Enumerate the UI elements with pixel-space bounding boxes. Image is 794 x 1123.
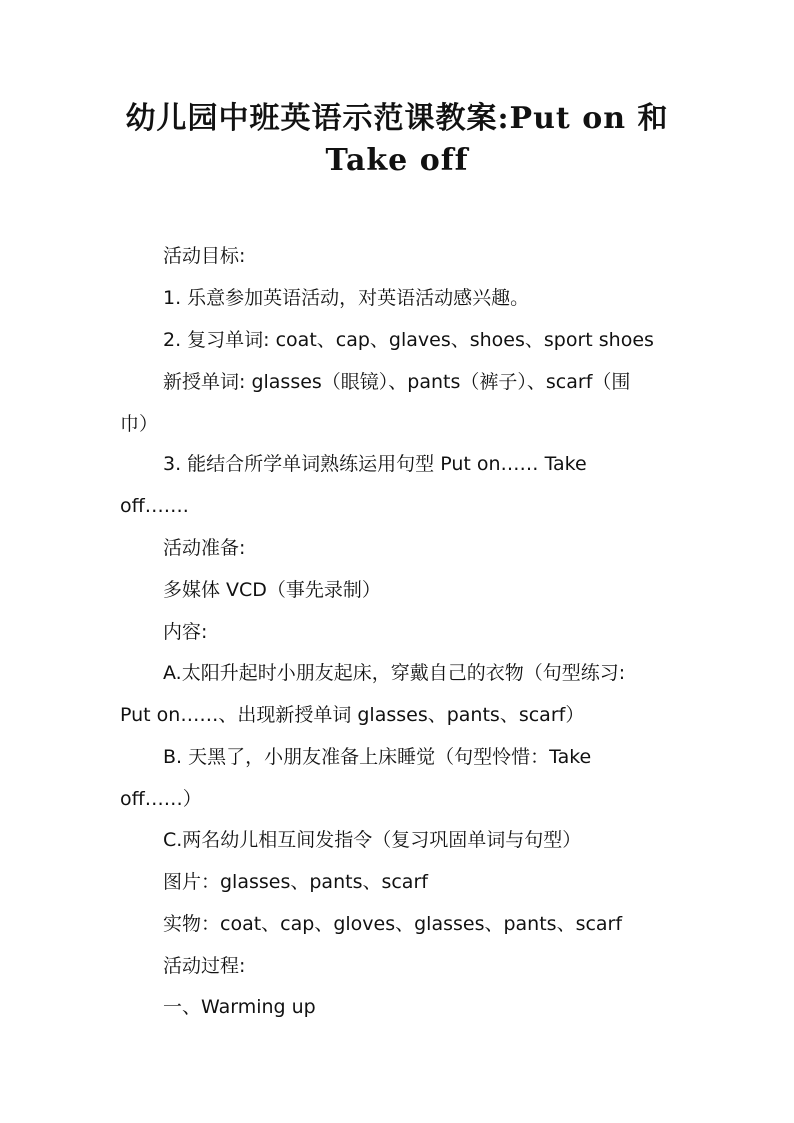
objective-item-3: 3. 能结合所学单词熟练运用句型 Put on…… Take (163, 453, 587, 475)
process-step-1: 一、Warming up (163, 996, 316, 1018)
section-heading-content: 内容: (163, 621, 208, 643)
new-words-line: 新授单词: glasses（眼镜）、pants（裤子）、scarf（围 (163, 371, 631, 393)
new-words-line-continued: 巾） (120, 413, 159, 435)
content-item-a-continued: Put on……、出现新授单词 glasses、pants、scarf） (120, 704, 585, 726)
content-item-b-continued: off……） (120, 788, 202, 810)
content-item-c: C.两名幼儿相互间发指令（复习巩固单词与句型） (163, 829, 582, 851)
objects-line: 实物：coat、cap、gloves、glasses、pants、scarf (163, 913, 623, 935)
objective-item-3-continued: off……. (120, 495, 189, 517)
content-item-b: B. 天黑了，小朋友准备上床睡觉（句型怜惜：Take (163, 746, 592, 768)
section-heading-objectives: 活动目标: (163, 245, 246, 267)
content-item-a: A.太阳升起时小朋友起床，穿戴自己的衣物（句型练习: (163, 662, 626, 684)
pictures-line: 图片：glasses、pants、scarf (163, 871, 428, 893)
section-heading-process: 活动过程: (163, 955, 246, 977)
document-title-line-2: Take off (325, 143, 469, 178)
objective-item-2: 2. 复习单词: coat、cap、glaves、shoes、sport shoes (163, 329, 654, 351)
section-heading-preparation: 活动准备: (163, 537, 246, 559)
objective-item-1: 1. 乐意参加英语活动，对英语活动感兴趣。 (163, 287, 530, 309)
preparation-item: 多媒体 VCD（事先录制） (163, 579, 381, 601)
document-title-line-1: 幼儿园中班英语示范课教案:Put on 和 (125, 101, 669, 136)
